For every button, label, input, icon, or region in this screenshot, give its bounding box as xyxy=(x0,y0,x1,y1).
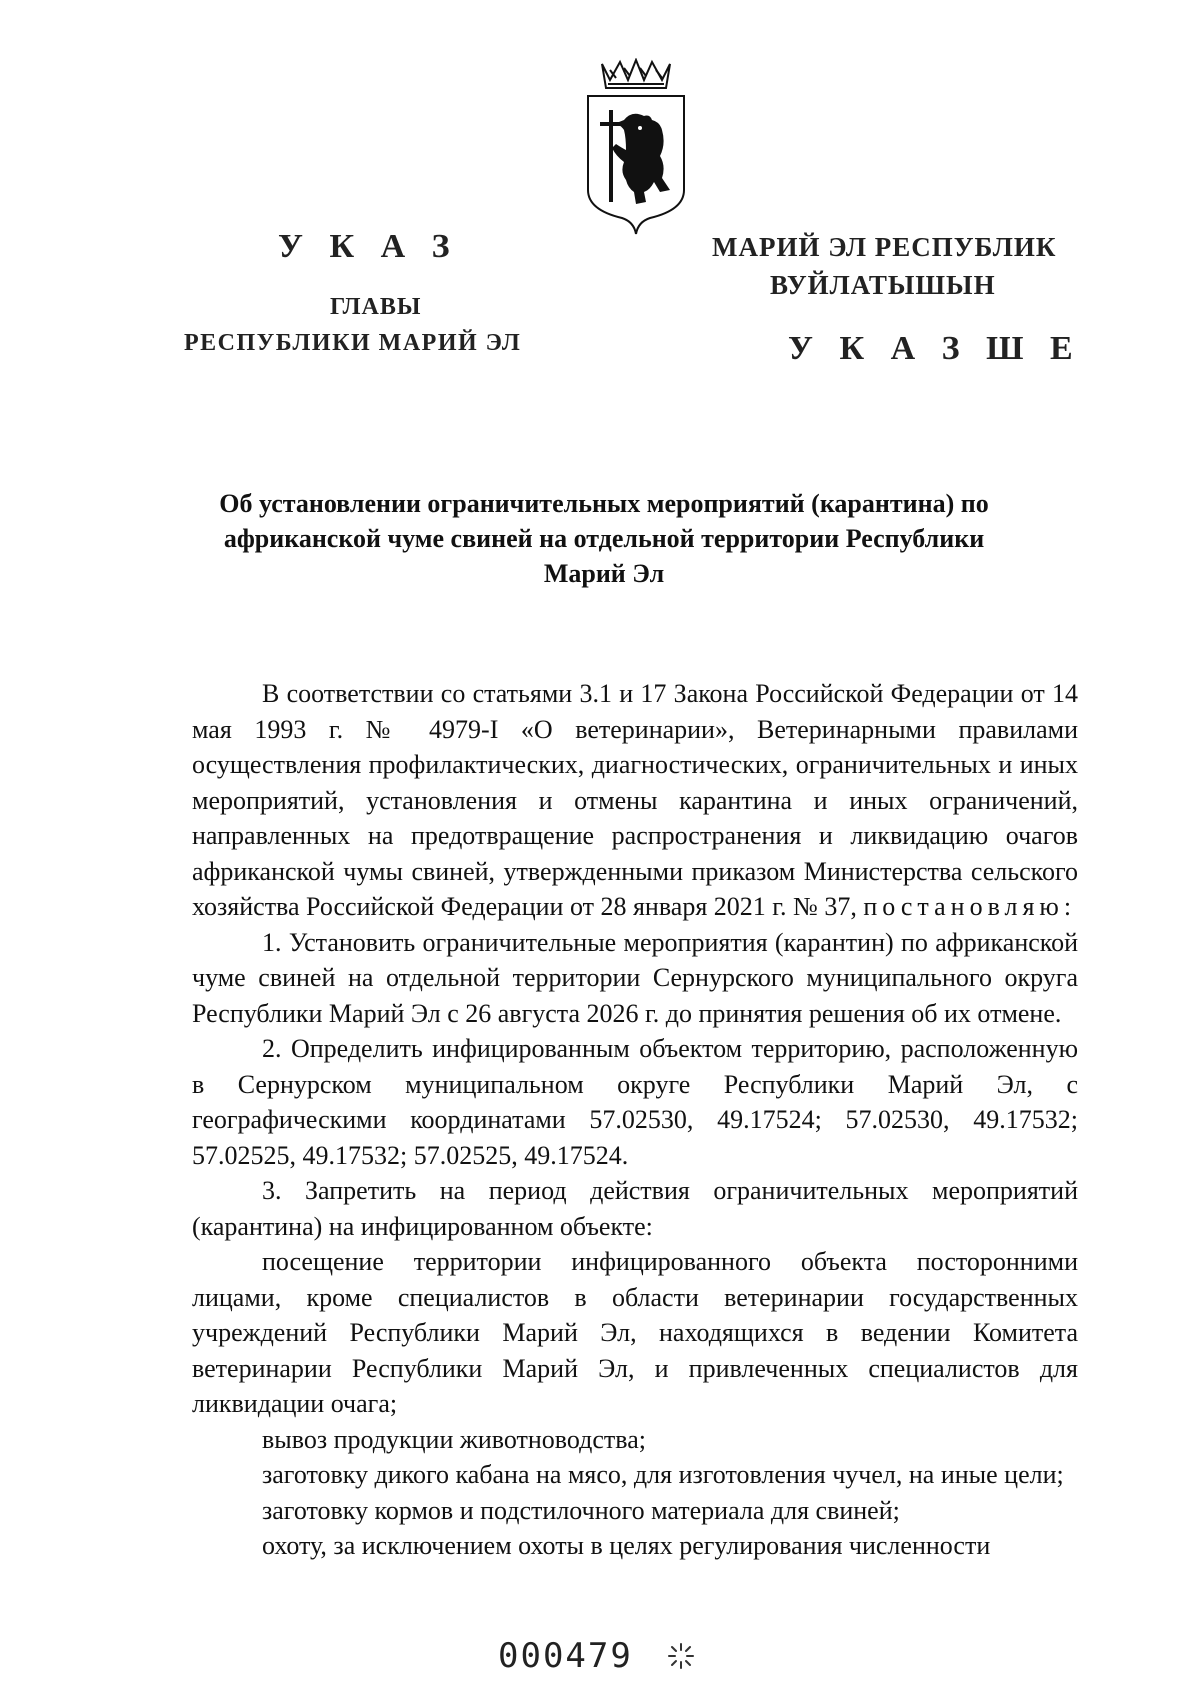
mari-heading-line1: МАРИЙ ЭЛ РЕСПУБЛИК xyxy=(712,232,1057,262)
ukaz-heading: У К А З xyxy=(278,228,459,265)
coat-of-arms-icon xyxy=(580,58,692,236)
ukazshe-heading: У К А З Ш Е xyxy=(788,330,1082,367)
subitem-2: вывоз продукции животноводства; xyxy=(262,1424,646,1454)
subitem-5: охоту, за исключением охоты в целях регулирования численности xyxy=(262,1531,991,1560)
mari-heading-line2: ВУЙЛАТЫШЫН xyxy=(770,270,996,300)
document-body xyxy=(192,676,1078,1564)
item-2: 2. Определить инфицированным объектом территорию, расположенную в Сернурском муниципальном округе Республики Марий Эл, с географическими координатами 57.02530, 49.17524; 57.02530, 49.17532; 57.02525, 49.17532; 57.02525, 49.17524. xyxy=(192,1034,1078,1170)
intro-text: В соответствии со статьями 3.1 и 17 Закона Российской Федерации от 14 мая 1993 г. № 4979-I «О ветеринарии», Ветеринарными правилами осуществления профилактических, диагностических, ограничительных и иных мероприятий, установления и отмены карантина и иных ограничений, направленных на предотвращение распространения и ликвидацию очагов африканской чумы свиней, утвержденными приказом Министерства сельского хозяйства Российской Федерации от 28 января 2021 г. № 37, xyxy=(192,679,1078,921)
intro-paragraph xyxy=(192,676,1078,925)
decree-word: постановляю: xyxy=(863,892,1077,921)
subitem-1: посещение территории инфицированного объекта посторонними лицами, кроме специалистов в области ветеринарии государственных учреждений Республики Марий Эл, находящихся в ведении Комитета ветеринарии Республики Марий Эл, и привлеченных специалистов для ликвидации очага; xyxy=(192,1247,1078,1418)
item-3: 3. Запретить на период действия ограничительных мероприятий (карантина) на инфицированном объекте: xyxy=(192,1176,1078,1241)
glavy-heading: ГЛАВЫ xyxy=(330,294,422,320)
document-title: Об установлении ограничительных мероприятий (карантина) по африканской чуме свиней на отдельной территории Республики Марий Эл xyxy=(219,489,989,588)
subitem-4: заготовку кормов и подстилочного материала для свиней; xyxy=(262,1495,900,1525)
security-mark-icon xyxy=(665,1640,697,1672)
document-number: 000479 xyxy=(498,1636,633,1676)
subitem-3: заготовку дикого кабана на мясо, для изготовления чучел, на иные цели; xyxy=(262,1460,1064,1489)
item-1: 1. Установить ограничительные мероприятия (карантин) по африканской чуме свиней на отдельной территории Сернурского муниципального округа Республики Марий Эл с 26 августа 2026 г. до принятия решения об их отмене. xyxy=(192,927,1078,1028)
republic-heading: РЕСПУБЛИКИ МАРИЙ ЭЛ xyxy=(184,330,522,356)
